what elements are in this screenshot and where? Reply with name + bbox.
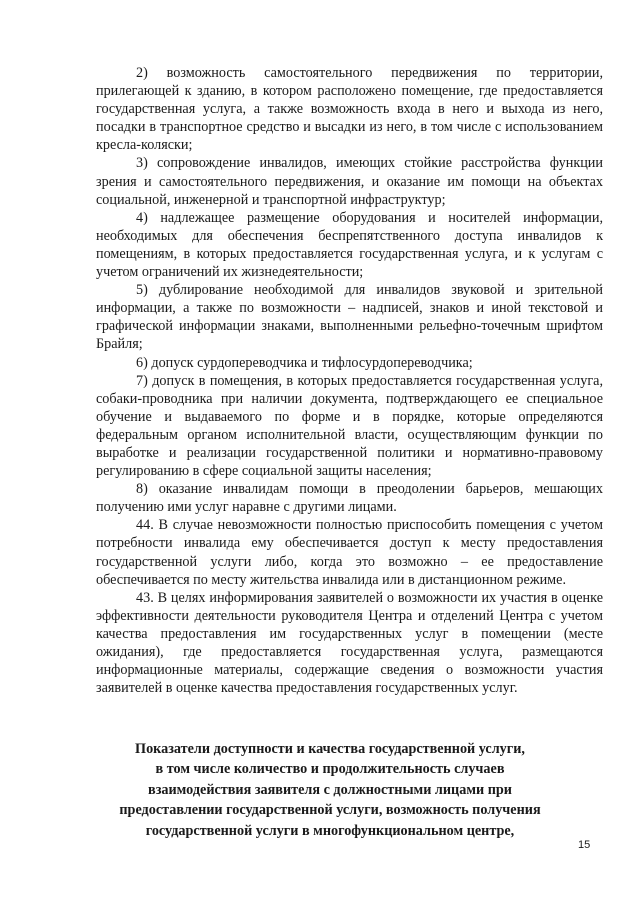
paragraph-clause-43: 43. В целях информирования заявителей о возможности их участия в оценке эффективности деятельности руководителя Центра и отделений Центра с учетом качества предоставления им государственных услуг в помещении (месте ожидания), где предоставляется государственная услуга, размещаются информационные материалы, содержащие сведения о возможности участия заявителей в оценке качества предоставления государственных услуг. — [96, 589, 603, 697]
paragraph-item-4: 4) надлежащее размещение оборудования и носителей информации, необходимых для обеспечения беспрепятственного доступа инвалидов к помещениям, в которых предоставляется государственная услуга, и к услугам с учетом ограничений их жизнедеятельности; — [96, 209, 603, 281]
section-heading — [80, 739, 580, 841]
paragraph-item-5: 5) дублирование необходимой для инвалидов звуковой и зрительной информации, а также по возможности – надписей, знаков и иной текстовой и графической информации знаками, выполненными рельефно-точечным шрифтом Брайля; — [96, 282, 603, 353]
heading-line: государственной услуги в многофункциональном центре, — [145, 822, 515, 839]
paragraph-item-2: 2) возможность самостоятельного передвижения по территории, прилегающей к зданию, в котором расположено помещение, где предоставляется государственная услуга, а также возможность входа в него и выхода из него, посадки в транспортное средство и высадки из него, в том числе с использованием кресла-коляски; — [96, 65, 603, 154]
page-number: 15 — [578, 839, 591, 851]
heading-line: Показатели доступности и качества государственной услуги, — [135, 741, 525, 757]
heading-line: в том числе количество и продолжительность случаев — [155, 761, 505, 778]
body-text — [96, 64, 603, 697]
paragraph-item-3: 3) сопровождение инвалидов, имеющих стойкие расстройства функции зрения и самостоятельного передвижения, и оказание им помощи на объектах социальной, инженерной и транспортной инфраструктур; — [96, 155, 603, 208]
paragraph-clause-44: 44. В случае невозможности полностью приспособить помещения с учетом потребности инвалида ему обеспечивается доступ к месту предоставления государственной услуги либо, когда это возможно – ее предоставление обеспечивается по месту жительства инвалида или в дистанционном режиме. — [96, 517, 603, 588]
paragraph-item-8: 8) оказание инвалидам помощи в преодолении барьеров, мешающих получению ими услуг наравне с другими лицами. — [96, 481, 603, 516]
paragraph-item-6: 6) допуск сурдопереводчика и тифлосурдопереводчика; — [136, 354, 473, 371]
heading-line: предоставлении государственной услуги, возможность получения — [119, 802, 541, 819]
paragraph-item-7: 7) допуск в помещения, в которых предоставляется государственная услуга, собаки-проводника при наличии документа, подтверждающего ее специальное обучение и выдаваемого по форме и в порядке, которые определяются федеральным органом исполнительной власти, осуществляющим функции по выработке и реализации государственной политики и нормативно-правовому регулированию в сфере социальной защиты населения; — [96, 372, 603, 480]
heading-line: взаимодействия заявителя с должностными лицами при — [148, 781, 512, 798]
